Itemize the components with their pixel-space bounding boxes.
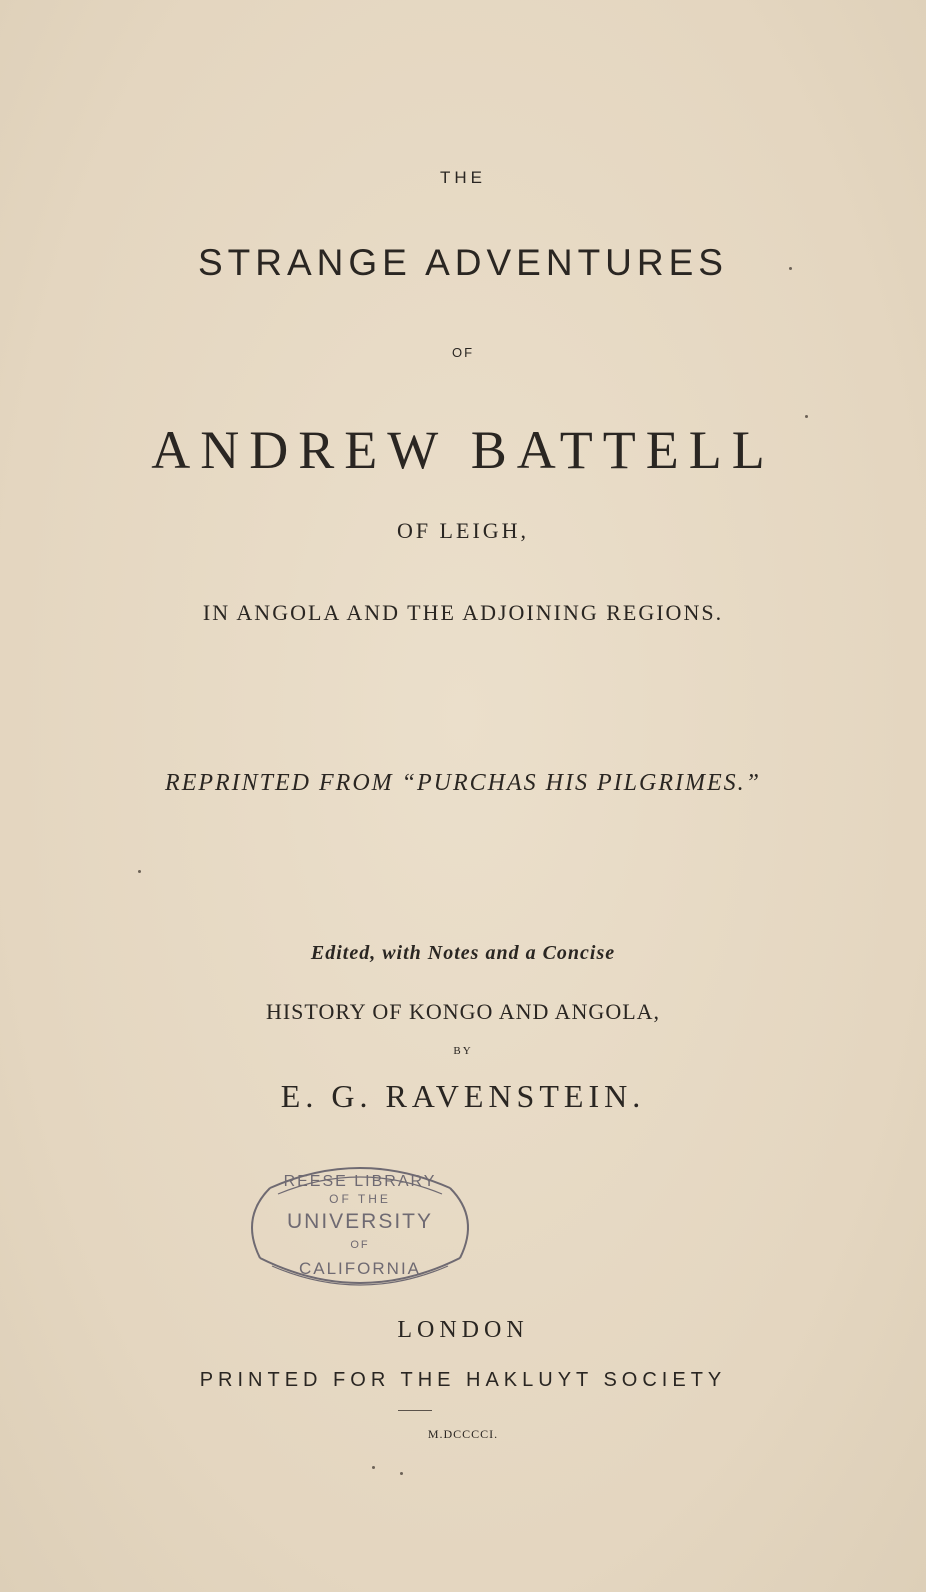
paper-speck [372,1466,375,1469]
title-of: OF [451,345,475,360]
imprint-rule [398,1410,432,1411]
stamp-line-3: UNIVERSITY [286,1210,434,1233]
history-line: HISTORY OF KONGO AND ANGOLA, [265,999,661,1024]
imprint-date: M.DCCCCI. [427,1427,499,1441]
paper-speck [400,1472,403,1475]
imprint-publisher: PRINTED FOR THE HAKLUYT SOCIETY [199,1369,727,1391]
title-main: STRANGE ADVENTURES [198,242,728,283]
stamp-line-2: OF THE [329,1192,391,1206]
by-line: BY [453,1045,473,1057]
edited-line: Edited, with Notes and a Concise [310,942,616,964]
author-origin: OF LEIGH, [396,518,530,543]
paper-speck [138,870,141,873]
reprint-note: REPRINTED FROM “PURCHAS HIS PILGRIMES.” [165,770,761,796]
stamp-line-5: CALIFORNIA [298,1259,422,1278]
stamp-line-1: REESE LIBRARY [283,1173,437,1190]
library-stamp [230,1158,490,1296]
editor-name: E. G. RAVENSTEIN. [280,1078,646,1114]
imprint-place: LONDON [397,1317,529,1343]
stamp-line-4: OF [350,1239,370,1251]
subtitle-regions: IN ANGOLA AND THE ADJOINING REGIONS. [202,600,724,625]
paper-speck [805,415,808,418]
paper-speck [789,267,792,270]
author-name: ANDREW BATTELL [151,420,775,480]
title-article: THE [440,168,486,187]
